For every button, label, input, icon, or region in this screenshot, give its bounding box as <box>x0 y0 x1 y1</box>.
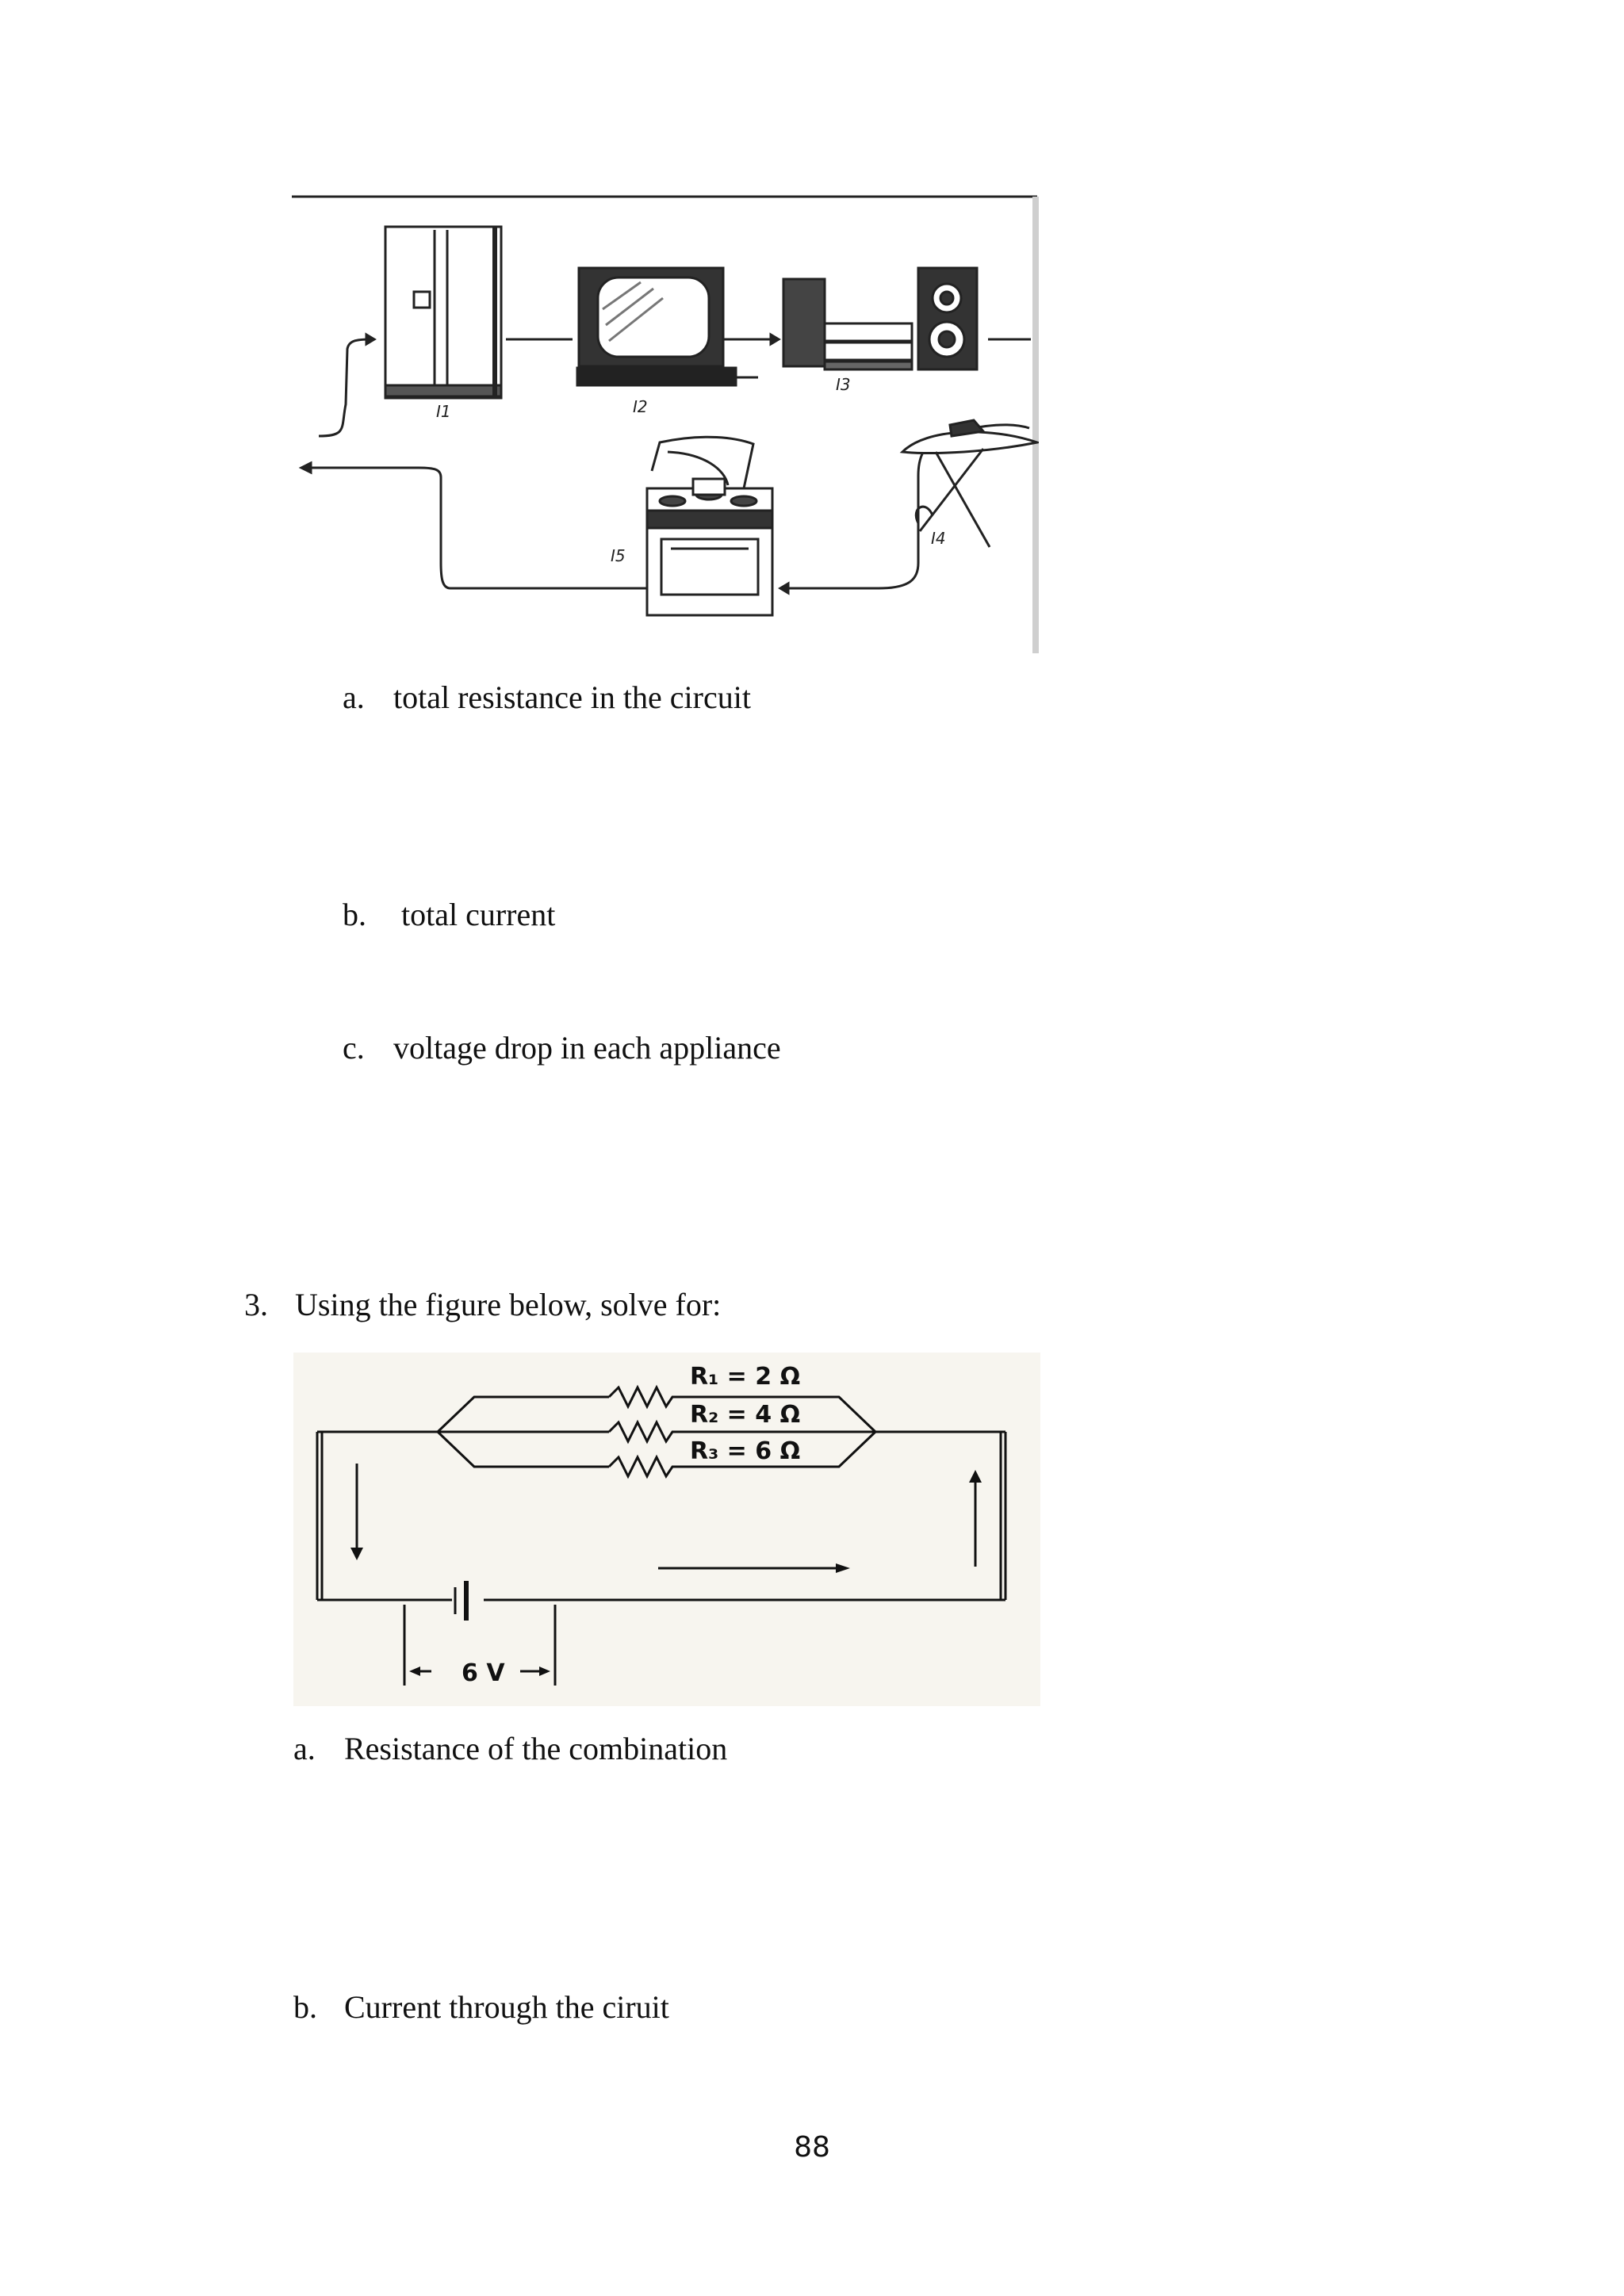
current-label-5: I5 <box>611 546 626 565</box>
parallel-circuit-figure <box>293 1353 1040 1706</box>
resistor-r1-label: R₁ = 2 Ω <box>690 1363 801 1391</box>
q3-prompt-text: Using the figure below, solve for: <box>295 1287 722 1322</box>
q2-item-a <box>343 679 751 716</box>
resistor-r3-label: R₃ = 6 Ω <box>690 1437 801 1465</box>
q2-item-b-text: total current <box>401 897 556 932</box>
q2-item-a-text: total resistance in the circuit <box>393 679 751 715</box>
battery-voltage-label: 6 V <box>462 1659 505 1687</box>
q2-item-a-marker: a. <box>343 679 365 715</box>
q3-item-b <box>293 1988 669 2026</box>
q2-item-b <box>343 896 555 933</box>
appliance-circuit-figure <box>292 190 1039 653</box>
current-label-1: I1 <box>436 402 451 421</box>
q3-item-b-marker: b. <box>293 1989 317 2025</box>
page-number: 88 <box>794 2131 830 2164</box>
current-label-4: I4 <box>931 529 946 548</box>
q2-item-c-marker: c. <box>343 1030 365 1066</box>
q3-item-a-text: Resistance of the combination <box>344 1731 728 1766</box>
current-label-3: I3 <box>836 375 851 394</box>
q2-item-b-marker: b. <box>343 897 366 932</box>
q3-item-b-text: Current through the ciruit <box>344 1989 669 2025</box>
q2-item-c-text: voltage drop in each appliance <box>393 1030 781 1066</box>
q3-item-a-marker: a. <box>293 1731 316 1766</box>
current-label-2: I2 <box>633 397 648 416</box>
q3-number: 3. <box>244 1287 268 1322</box>
q3-item-a <box>293 1730 727 1767</box>
resistor-r2-label: R₂ = 4 Ω <box>690 1401 801 1429</box>
q2-item-c <box>343 1029 781 1066</box>
refrigerator-icon <box>385 227 501 398</box>
q3-prompt <box>244 1286 721 1323</box>
